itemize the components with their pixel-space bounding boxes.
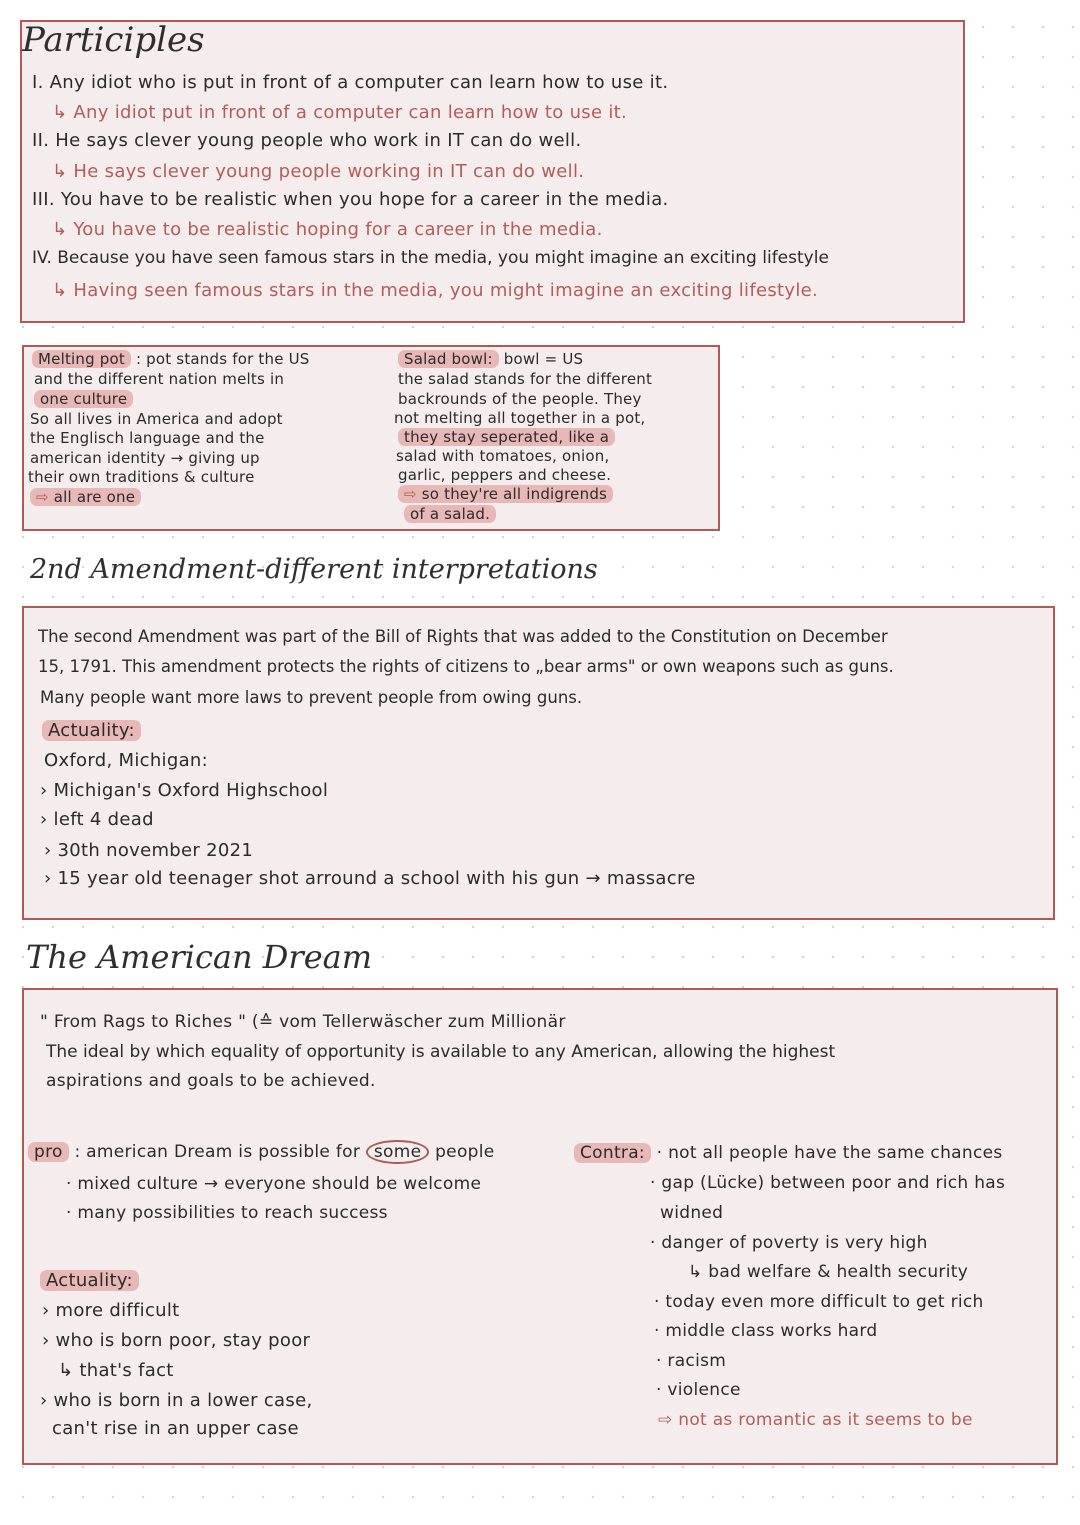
pro-label: pro: [28, 1142, 69, 1162]
contra-point-4: · danger of poverty is very high: [650, 1233, 928, 1253]
pro-circled-some: some: [366, 1140, 429, 1164]
amendment-actuality-highlight: Actuality:: [42, 720, 141, 741]
salad-bowl-line-2: the salad stands for the different: [398, 370, 653, 388]
american-dream-definition-2: aspirations and goals to be achieved.: [46, 1071, 376, 1091]
salad-bowl-conclusion-text: so they're all indigrends: [421, 485, 608, 503]
contra-point-1: not all people have the same chances: [668, 1143, 1003, 1163]
pro-point-1-text: mixed culture → everyone should be welcome: [77, 1174, 482, 1194]
dream-actuality-3-text: that's fact: [79, 1360, 174, 1381]
amendment-actuality-label: [42, 720, 141, 741]
second-amendment-title: 2nd Amendment-different interpretations: [30, 554, 598, 585]
sub-arrow-icon: ↳: [52, 280, 74, 301]
double-arrow-icon: ⇨: [36, 488, 54, 506]
amendment-place: Oxford, Michigan:: [44, 750, 208, 771]
contra-point-5-text: bad welfare & health security: [708, 1262, 969, 1282]
participle-rewrite-4-text: Having seen famous stars in the media, you might imagine an exciting lifestyle.: [73, 280, 819, 301]
contra-point-6-text: today even more difficult to get rich: [665, 1292, 984, 1312]
salad-bowl-term: Salad bowl:: [398, 350, 499, 368]
sub-arrow-icon: ↳: [52, 102, 74, 123]
dream-actuality-2: › who is born poor, stay poor: [42, 1330, 311, 1351]
salad-bowl-of-a-salad: of a salad.: [404, 505, 496, 523]
dream-actuality-4-text: who is born in a lower case,: [53, 1390, 313, 1411]
amendment-paragraph-line-2: 15, 1791. This amendment protects the rights of citizens to „bear arms" or own weapons such as guns.: [38, 657, 894, 676]
dream-actuality-label: [40, 1270, 139, 1291]
melting-pot-line-1: [32, 350, 310, 368]
melting-pot-line-2: and the different nation melts in: [34, 370, 285, 388]
sub-arrow-icon: ↳: [688, 1262, 709, 1282]
american-dream-quote: " From Rags to Riches " (≙ vom Tellerwäscher zum Millionär: [40, 1012, 566, 1032]
sub-arrow-icon: ↳: [52, 161, 74, 182]
participle-rewrite-2-text: He says clever young people working in IT can do well.: [73, 161, 585, 182]
participle-rewrite-1-text: Any idiot put in front of a computer can learn how to use it.: [73, 102, 628, 123]
participle-sentence-4: IV. Because you have seen famous stars in the media, you might imagine an exciting lifestyle: [32, 248, 829, 268]
dream-actuality-4: › who is born in a lower case,: [40, 1390, 313, 1411]
amendment-fact-1: › Michigan's Oxford Highschool: [40, 780, 329, 801]
contra-point-4-text: danger of poverty is very high: [661, 1233, 928, 1253]
amendment-fact-4: › 15 year old teenager shot arround a school with his gun → massacre: [44, 868, 696, 889]
participle-rewrite-3-text: You have to be realistic hoping for a career in the media.: [73, 219, 603, 240]
melting-pot-line-6: american identity → giving up: [30, 449, 260, 467]
amendment-paragraph-line-3: Many people want more laws to prevent people from owing guns.: [40, 688, 583, 707]
salad-bowl-conclusion: [398, 485, 613, 503]
contra-point-9: · violence: [656, 1380, 741, 1400]
dream-actuality-3: [58, 1360, 174, 1381]
dream-actuality-highlight: Actuality:: [40, 1270, 139, 1291]
dream-actuality-2-text: who is born poor, stay poor: [55, 1330, 311, 1351]
participle-sentence-3: III. You have to be realistic when you hope for a career in the media.: [32, 189, 669, 210]
participle-rewrite-3: [52, 219, 603, 240]
salad-bowl-line-5: [398, 428, 615, 446]
pro-first-post: people: [435, 1142, 495, 1162]
salad-bowl-line-6: salad with tomatoes, onion,: [396, 447, 610, 465]
contra-point-8: · racism: [656, 1351, 727, 1371]
double-arrow-icon: ⇨: [404, 485, 422, 503]
amendment-fact-2: › left 4 dead: [40, 809, 154, 830]
contra-point-6: · today even more difficult to get rich: [654, 1292, 984, 1312]
melting-pot-def-1: : pot stands for the US: [135, 350, 310, 368]
melting-pot-one-culture: one culture: [34, 390, 133, 408]
amendment-paragraph-line-1: The second Amendment was part of the Bill of Rights that was added to the Constitution on December: [38, 627, 888, 646]
contra-label: Contra:: [574, 1143, 651, 1163]
pro-point-2: · many possibilities to reach success: [66, 1203, 388, 1223]
contra-point-3: widned: [660, 1203, 724, 1223]
salad-bowl-line-8: [398, 485, 613, 503]
salad-bowl-stay-separated: they stay seperated, like a: [398, 428, 615, 446]
dream-actuality-1-text: more difficult: [55, 1300, 180, 1321]
participle-rewrite-2: [52, 161, 584, 182]
contra-point-5: [688, 1262, 968, 1282]
amendment-fact-1-text: Michigan's Oxford Highschool: [53, 780, 329, 801]
pro-first-pre: : american Dream is possible for: [74, 1142, 361, 1162]
melting-pot-line-3: [34, 390, 133, 408]
amendment-fact-3: › 30th november 2021: [44, 840, 254, 861]
contra-conclusion: [658, 1410, 973, 1430]
pro-first-line: [28, 1142, 495, 1162]
contra-conclusion-text: not as romantic as it seems to be: [678, 1410, 973, 1430]
american-dream-definition-1: The ideal by which equality of opportunity is available to any American, allowing the highest: [46, 1042, 836, 1062]
melting-pot-term: Melting pot: [32, 350, 131, 368]
contra-point-7-text: middle class works hard: [665, 1321, 878, 1341]
salad-bowl-line-4: not melting all together in a pot,: [394, 409, 646, 427]
melting-pot-conclusion: [30, 488, 141, 506]
dream-actuality-1: › more difficult: [42, 1300, 180, 1321]
salad-bowl-line-3: backrounds of the people. They: [398, 390, 642, 408]
contra-point-2: · gap (Lücke) between poor and rich has: [650, 1173, 1006, 1193]
dream-actuality-5: can't rise in an upper case: [52, 1418, 299, 1439]
double-arrow-icon: ⇨: [658, 1410, 679, 1430]
contra-point-8-text: racism: [667, 1351, 727, 1371]
melting-pot-line-4: So all lives in America and adopt: [30, 410, 283, 428]
contra-point-7: · middle class works hard: [654, 1321, 878, 1341]
contra-point-9-text: violence: [667, 1380, 741, 1400]
salad-bowl-line-7: garlic, peppers and cheese.: [398, 466, 612, 484]
sub-arrow-icon: ↳: [58, 1360, 80, 1381]
american-dream-title: The American Dream: [26, 938, 373, 976]
melting-pot-line-5: the Englisch language and the: [30, 429, 265, 447]
contra-point-2-text: gap (Lücke) between poor and rich has: [661, 1173, 1006, 1193]
pro-point-2-text: many possibilities to reach success: [77, 1203, 388, 1223]
participle-rewrite-4: [52, 280, 818, 301]
pro-point-1: · mixed culture → everyone should be welcome: [66, 1174, 482, 1194]
salad-bowl-def-1: bowl = US: [503, 350, 584, 368]
sub-arrow-icon: ↳: [52, 219, 74, 240]
amendment-fact-3-text: 30th november 2021: [57, 840, 254, 861]
salad-bowl-line-1: [398, 350, 583, 368]
participle-sentence-2: II. He says clever young people who work in IT can do well.: [32, 130, 582, 151]
melting-pot-line-7: their own traditions & culture: [28, 468, 255, 486]
melting-pot-conclusion-text: all are one: [53, 488, 136, 506]
participle-rewrite-1: [52, 102, 627, 123]
participles-title: Participles: [22, 20, 205, 60]
melting-pot-line-8: [30, 488, 141, 506]
amendment-fact-2-text: left 4 dead: [53, 809, 154, 830]
amendment-fact-4-text: 15 year old teenager shot arround a school with his gun → massacre: [57, 868, 696, 889]
participle-sentence-1: I. Any idiot who is put in front of a computer can learn how to use it.: [32, 72, 669, 93]
salad-bowl-line-9: [404, 505, 496, 523]
contra-first-line: Contra: · not all people have the same chances: [574, 1143, 1003, 1163]
